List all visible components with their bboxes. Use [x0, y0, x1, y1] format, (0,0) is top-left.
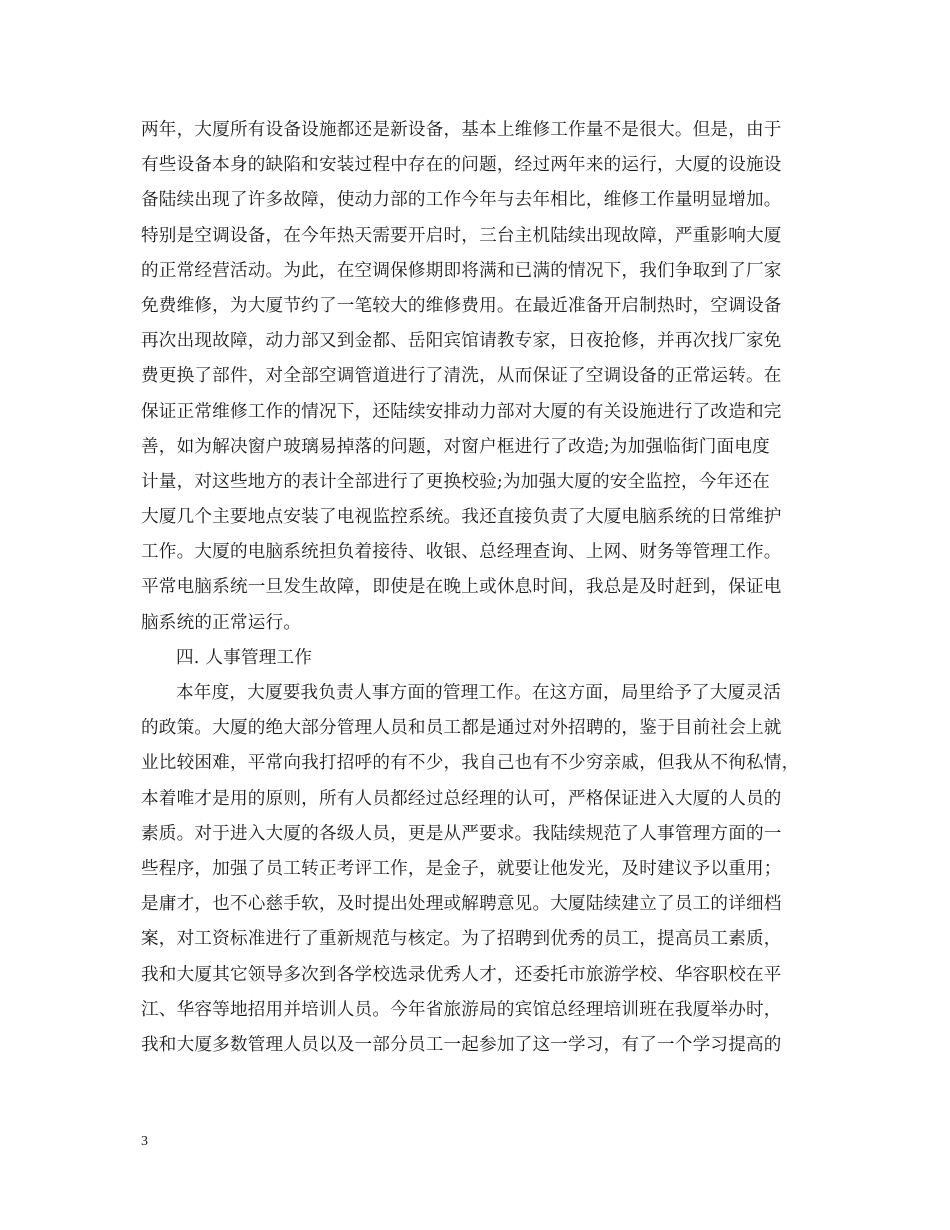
text-line: 有些设备本身的缺陷和安装过程中存在的问题，经过两年来的运行，大厦的设施设 — [141, 155, 782, 176]
text-line: 费更换了部件，对全部空调管道进行了清洗，从而保证了空调设备的正常运转。在 — [141, 366, 782, 387]
text-line: 业比较困难，平常向我打招呼的有不少，我自己也有不少穷亲戚，但我从不徇私情， — [141, 753, 800, 774]
text-line: 保证正常维修工作的情况下，还陆续安排动力部对大厦的有关设施进行了改造和完 — [141, 401, 782, 422]
text-line: 素质。对于进入大厦的各级人员，更是从严要求。我陆续规范了人事管理方面的一 — [141, 823, 782, 844]
text-line: 江、华容等地招用并培训人员。今年省旅游局的宾馆总经理培训班在我厦举办时， — [141, 999, 782, 1020]
text-line: 免费维修，为大厦节约了一笔较大的维修费用。在最近准备开启制热时，空调设备 — [141, 295, 782, 316]
text-line: 本年度，大厦要我负责人事方面的管理工作。在这方面，局里给予了大厦灵活 — [176, 683, 781, 703]
text-line: 些程序，加强了员工转正考评工作，是金子，就要让他发光，及时建议予以重用； — [141, 858, 782, 879]
text-line: 平常电脑系统一旦发生故障，即使是在晚上或休息时间，我总是及时赶到，保证电 — [141, 577, 782, 598]
text-line: 大厦几个主要地点安装了电视监控系统。我还直接负责了大厦电脑系统的日常维护 — [141, 507, 782, 528]
text-line: 备陆续出现了许多故障，使动力部的工作今年与去年相比，维修工作量明显增加。 — [141, 190, 782, 211]
text-line: 善，如为解决窗户玻璃易掉落的问题，对窗户框进行了改造;为加强临街门面电度 — [141, 436, 770, 457]
text-line: 我和大厦多数管理人员以及一部分员工一起参加了这一学习，有了一个学习提高的 — [141, 1034, 782, 1055]
text-line: 四. 人事管理工作 — [176, 647, 313, 668]
text-line: 本着唯才是用的原则，所有人员都经过总经理的认可，严格保证进入大厦的人员的 — [141, 788, 782, 809]
text-line: 计量，对这些地方的表计全部进行了更换校验;为加强大厦的安全监控，今年还在 — [141, 471, 770, 492]
text-line: 脑系统的正常运行。 — [141, 612, 302, 633]
text-line: 案，对工资标准进行了重新规范与核定。为了招聘到优秀的员工，提高员工素质， — [141, 929, 782, 950]
text-line: 的政策。大厦的绝大部分管理人员和员工都是通过对外招聘的，鉴于目前社会上就 — [141, 718, 782, 739]
text-line: 是庸才，也不心慈手软，及时提出处理或解聘意见。大厦陆续建立了员工的详细档 — [141, 894, 782, 915]
text-line: 特别是空调设备，在今年热天需要开启时，三台主机陆续出现故障，严重影响大厦 — [141, 225, 782, 246]
page-number: 3 — [141, 1134, 148, 1149]
text-line: 再次出现故障，动力部又到金都、岳阳宾馆请教专家，日夜抢修，并再次找厂家免 — [141, 331, 782, 352]
text-line: 的正常经营活动。为此，在空调保修期即将满和已满的情况下，我们争取到了厂家 — [141, 260, 782, 281]
body-text — [141, 113, 831, 1063]
text-line: 工作。大厦的电脑系统担负着接待、收银、总经理查询、上网、财务等管理工作。 — [141, 542, 782, 563]
text-line: 我和大厦其它领导多次到各学校选录优秀人才，还委托市旅游学校、华容职校在平 — [141, 964, 782, 985]
text-line: 两年，大厦所有设备设施都还是新设备，基本上维修工作量不是很大。但是，由于 — [141, 120, 782, 140]
